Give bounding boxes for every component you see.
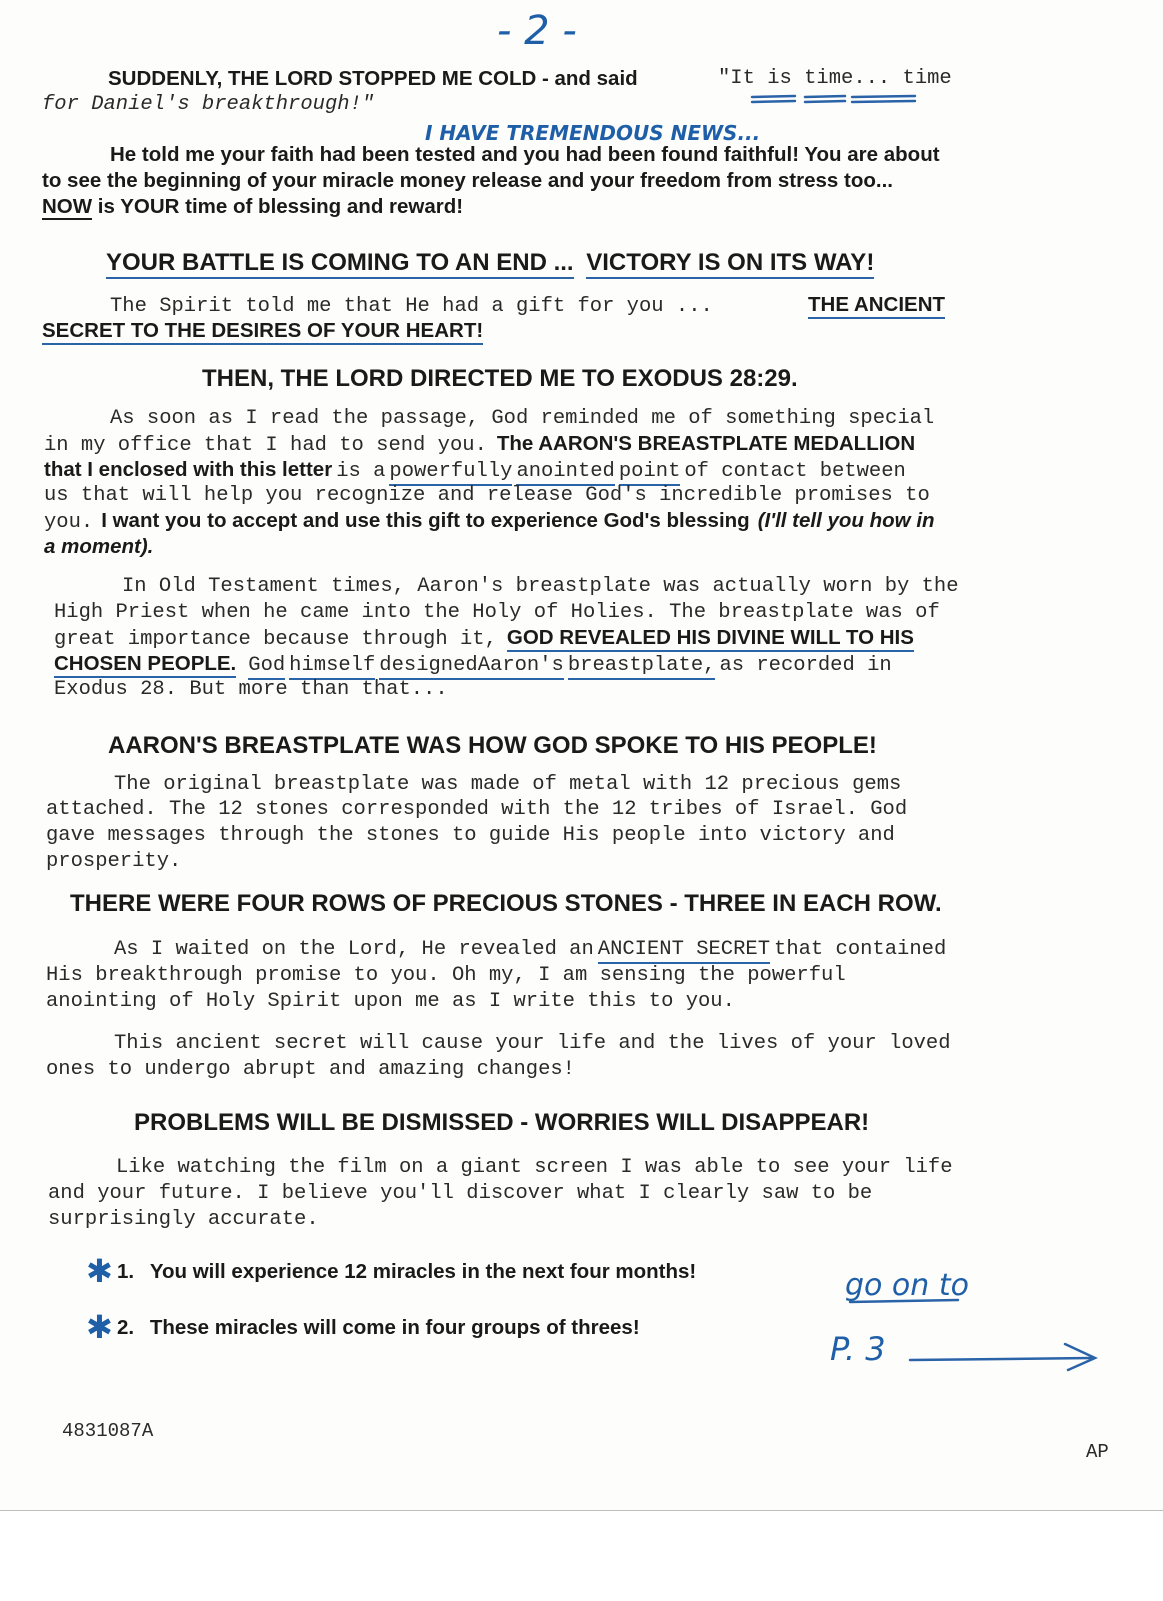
typist-initials: AP bbox=[1086, 1441, 1109, 1463]
word-himself: himself bbox=[289, 654, 375, 680]
para5-line3-mono: great importance because through it, bbox=[54, 628, 497, 651]
para5-line4 bbox=[54, 651, 892, 677]
now-word: NOW bbox=[42, 195, 93, 218]
para4-line5-mono: you. bbox=[44, 511, 94, 534]
para6-line2: attached. The 12 stones corresponded with the 12 tribes of Israel. God bbox=[46, 798, 908, 821]
para5-line4-rest: as recorded in bbox=[719, 654, 892, 677]
ink-underline bbox=[805, 101, 845, 102]
para3-line2-bold bbox=[42, 318, 483, 344]
ink-underline bbox=[852, 96, 915, 97]
para4-line5 bbox=[44, 508, 935, 534]
para7-line1 bbox=[114, 937, 946, 963]
heading-battle-part-a: YOUR BATTLE IS COMING TO AN END ... bbox=[106, 249, 574, 279]
para4-line2 bbox=[44, 431, 915, 457]
para2-line3-rest: is YOUR time of blessing and reward! bbox=[92, 195, 464, 218]
para4-line3-a: is a bbox=[336, 460, 386, 483]
word-point: point bbox=[619, 460, 681, 486]
list-item-text: These miracles will come in four groups of threes! bbox=[149, 1316, 640, 1339]
handnote-go-on-to: go on to bbox=[845, 1268, 969, 1303]
para7-line2: His breakthrough promise to you. Oh my, I am sensing the powerful bbox=[46, 964, 846, 987]
para7-line1-a: As I waited on the Lord, He revealed an bbox=[114, 938, 594, 961]
para2-line1: He told me your faith had been tested and you had been found faithful! You are about bbox=[110, 143, 940, 166]
medallion-text: The AARON'S BREASTPLATE MEDALLION bbox=[496, 432, 916, 455]
para4-line3-b: of contact between bbox=[684, 460, 906, 483]
ancient-secret-underlined: ANCIENT SECRET bbox=[598, 938, 770, 964]
para4-line2-mono: in my office that I had to send you. bbox=[44, 434, 487, 457]
para3-line1-bold bbox=[808, 292, 945, 318]
ink-underline bbox=[752, 101, 795, 102]
para7-line3: anointing of Holy Spirit upon me as I write this to you. bbox=[46, 990, 735, 1013]
para9-line1: Like watching the film on a giant screen I was able to see your life bbox=[116, 1156, 953, 1179]
heading-battle-part-b: VICTORY IS ON ITS WAY! bbox=[586, 249, 874, 279]
para6-line4: prosperity. bbox=[46, 850, 182, 873]
para1-bold: SUDDENLY, THE LORD STOPPED ME COLD - and said bbox=[108, 67, 638, 90]
word-god: God bbox=[248, 654, 285, 680]
heading-four-rows: THERE WERE FOUR ROWS OF PRECIOUS STONES - THREE IN EACH ROW. bbox=[70, 890, 942, 917]
ancient-secret-b: SECRET TO THE DESIRES OF YOUR HEART! bbox=[42, 319, 483, 345]
asterisk-icon: ✱ bbox=[86, 1308, 113, 1346]
ancient-secret-a: THE ANCIENT bbox=[808, 293, 945, 319]
para4-line1: As soon as I read the passage, God reminded me of something special bbox=[110, 407, 935, 430]
para2-line3 bbox=[42, 194, 463, 220]
page-bottom-margin bbox=[0, 1510, 1163, 1601]
list-item-text: You will experience 12 miracles in the next four months! bbox=[149, 1260, 697, 1283]
heading-aarons-breastplate: AARON'S BREASTPLATE WAS HOW GOD SPOKE TO HIS PEOPLE! bbox=[108, 732, 877, 759]
list-item-number: 2. bbox=[117, 1316, 135, 1339]
para5-line5: Exodus 28. But more than that... bbox=[54, 678, 448, 701]
para5-line1: In Old Testament times, Aaron's breastplate was actually worn by the bbox=[122, 575, 959, 598]
document-code: 4831087A bbox=[62, 1420, 154, 1442]
ink-arrow-shaft bbox=[910, 1358, 1092, 1360]
para4-line6: a moment). bbox=[44, 535, 154, 558]
heading-battle bbox=[106, 248, 874, 278]
word-breastplate: breastplate, bbox=[568, 654, 716, 680]
handwritten-page-number: - 2 - bbox=[497, 8, 577, 54]
ink-underline bbox=[805, 96, 845, 97]
para1-quote-line2: for Daniel's breakthrough!" bbox=[42, 93, 375, 116]
chosen-people-text: CHOSEN PEOPLE. bbox=[54, 652, 236, 678]
para7-line1-b: that contained bbox=[774, 938, 947, 961]
word-designed: designed bbox=[379, 654, 477, 680]
enclosed-text: that I enclosed with this letter bbox=[44, 458, 333, 481]
para9-line3: surprisingly accurate. bbox=[48, 1208, 319, 1231]
para4-line3 bbox=[44, 457, 906, 483]
list-item bbox=[117, 1315, 640, 1341]
para4-line4: us that will help you recognize and release God's incredible promises to bbox=[44, 484, 930, 507]
word-anointed: anointed bbox=[516, 460, 614, 486]
ink-arrow-head bbox=[1065, 1344, 1095, 1370]
asterisk-icon: ✱ bbox=[86, 1252, 113, 1290]
ink-underline bbox=[852, 101, 915, 102]
para3-line1-mono: The Spirit told me that He had a gift for you ... bbox=[110, 295, 713, 318]
heading-problems-dismissed: PROBLEMS WILL BE DISMISSED - WORRIES WILL DISAPPEAR! bbox=[134, 1109, 870, 1136]
para6-line3: gave messages through the stones to guide His people into victory and bbox=[46, 824, 895, 847]
para9-line2: and your future. I believe you'll discover what I clearly saw to be bbox=[48, 1182, 873, 1205]
para8-line2: ones to undergo abrupt and amazing changes! bbox=[46, 1058, 575, 1081]
word-aarons: Aaron's bbox=[478, 654, 564, 680]
list-item-number: 1. bbox=[117, 1260, 135, 1283]
para5-line2: High Priest when he came into the Holy of Holies. The breastplate was of bbox=[54, 601, 940, 624]
handnote-page-3: P. 3 bbox=[830, 1330, 886, 1368]
para1-line1 bbox=[108, 66, 638, 92]
divine-will-text: GOD REVEALED HIS DIVINE WILL TO HIS bbox=[507, 626, 914, 652]
para1-quote-line1: "It is time... time bbox=[718, 67, 952, 90]
para5-line3 bbox=[54, 625, 914, 651]
para6-line1: The original breastplate was made of metal with 12 precious gems bbox=[114, 773, 902, 796]
word-powerfully: powerfully bbox=[389, 460, 512, 486]
heading-exodus: THEN, THE LORD DIRECTED ME TO EXODUS 28:29. bbox=[202, 365, 798, 392]
handnote-tremendous-news: I HAVE TREMENDOUS NEWS... bbox=[425, 121, 761, 145]
accept-gift-text: I want you to accept and use this gift to experience God's blessing bbox=[101, 509, 750, 532]
para2-line2: to see the beginning of your miracle money release and your freedom from stress too... bbox=[42, 169, 893, 192]
ink-underline bbox=[752, 96, 795, 97]
tell-you-how-text: (I'll tell you how in bbox=[757, 509, 935, 532]
para8-line1: This ancient secret will cause your life and the lives of your loved bbox=[114, 1032, 951, 1055]
list-item bbox=[117, 1259, 696, 1285]
